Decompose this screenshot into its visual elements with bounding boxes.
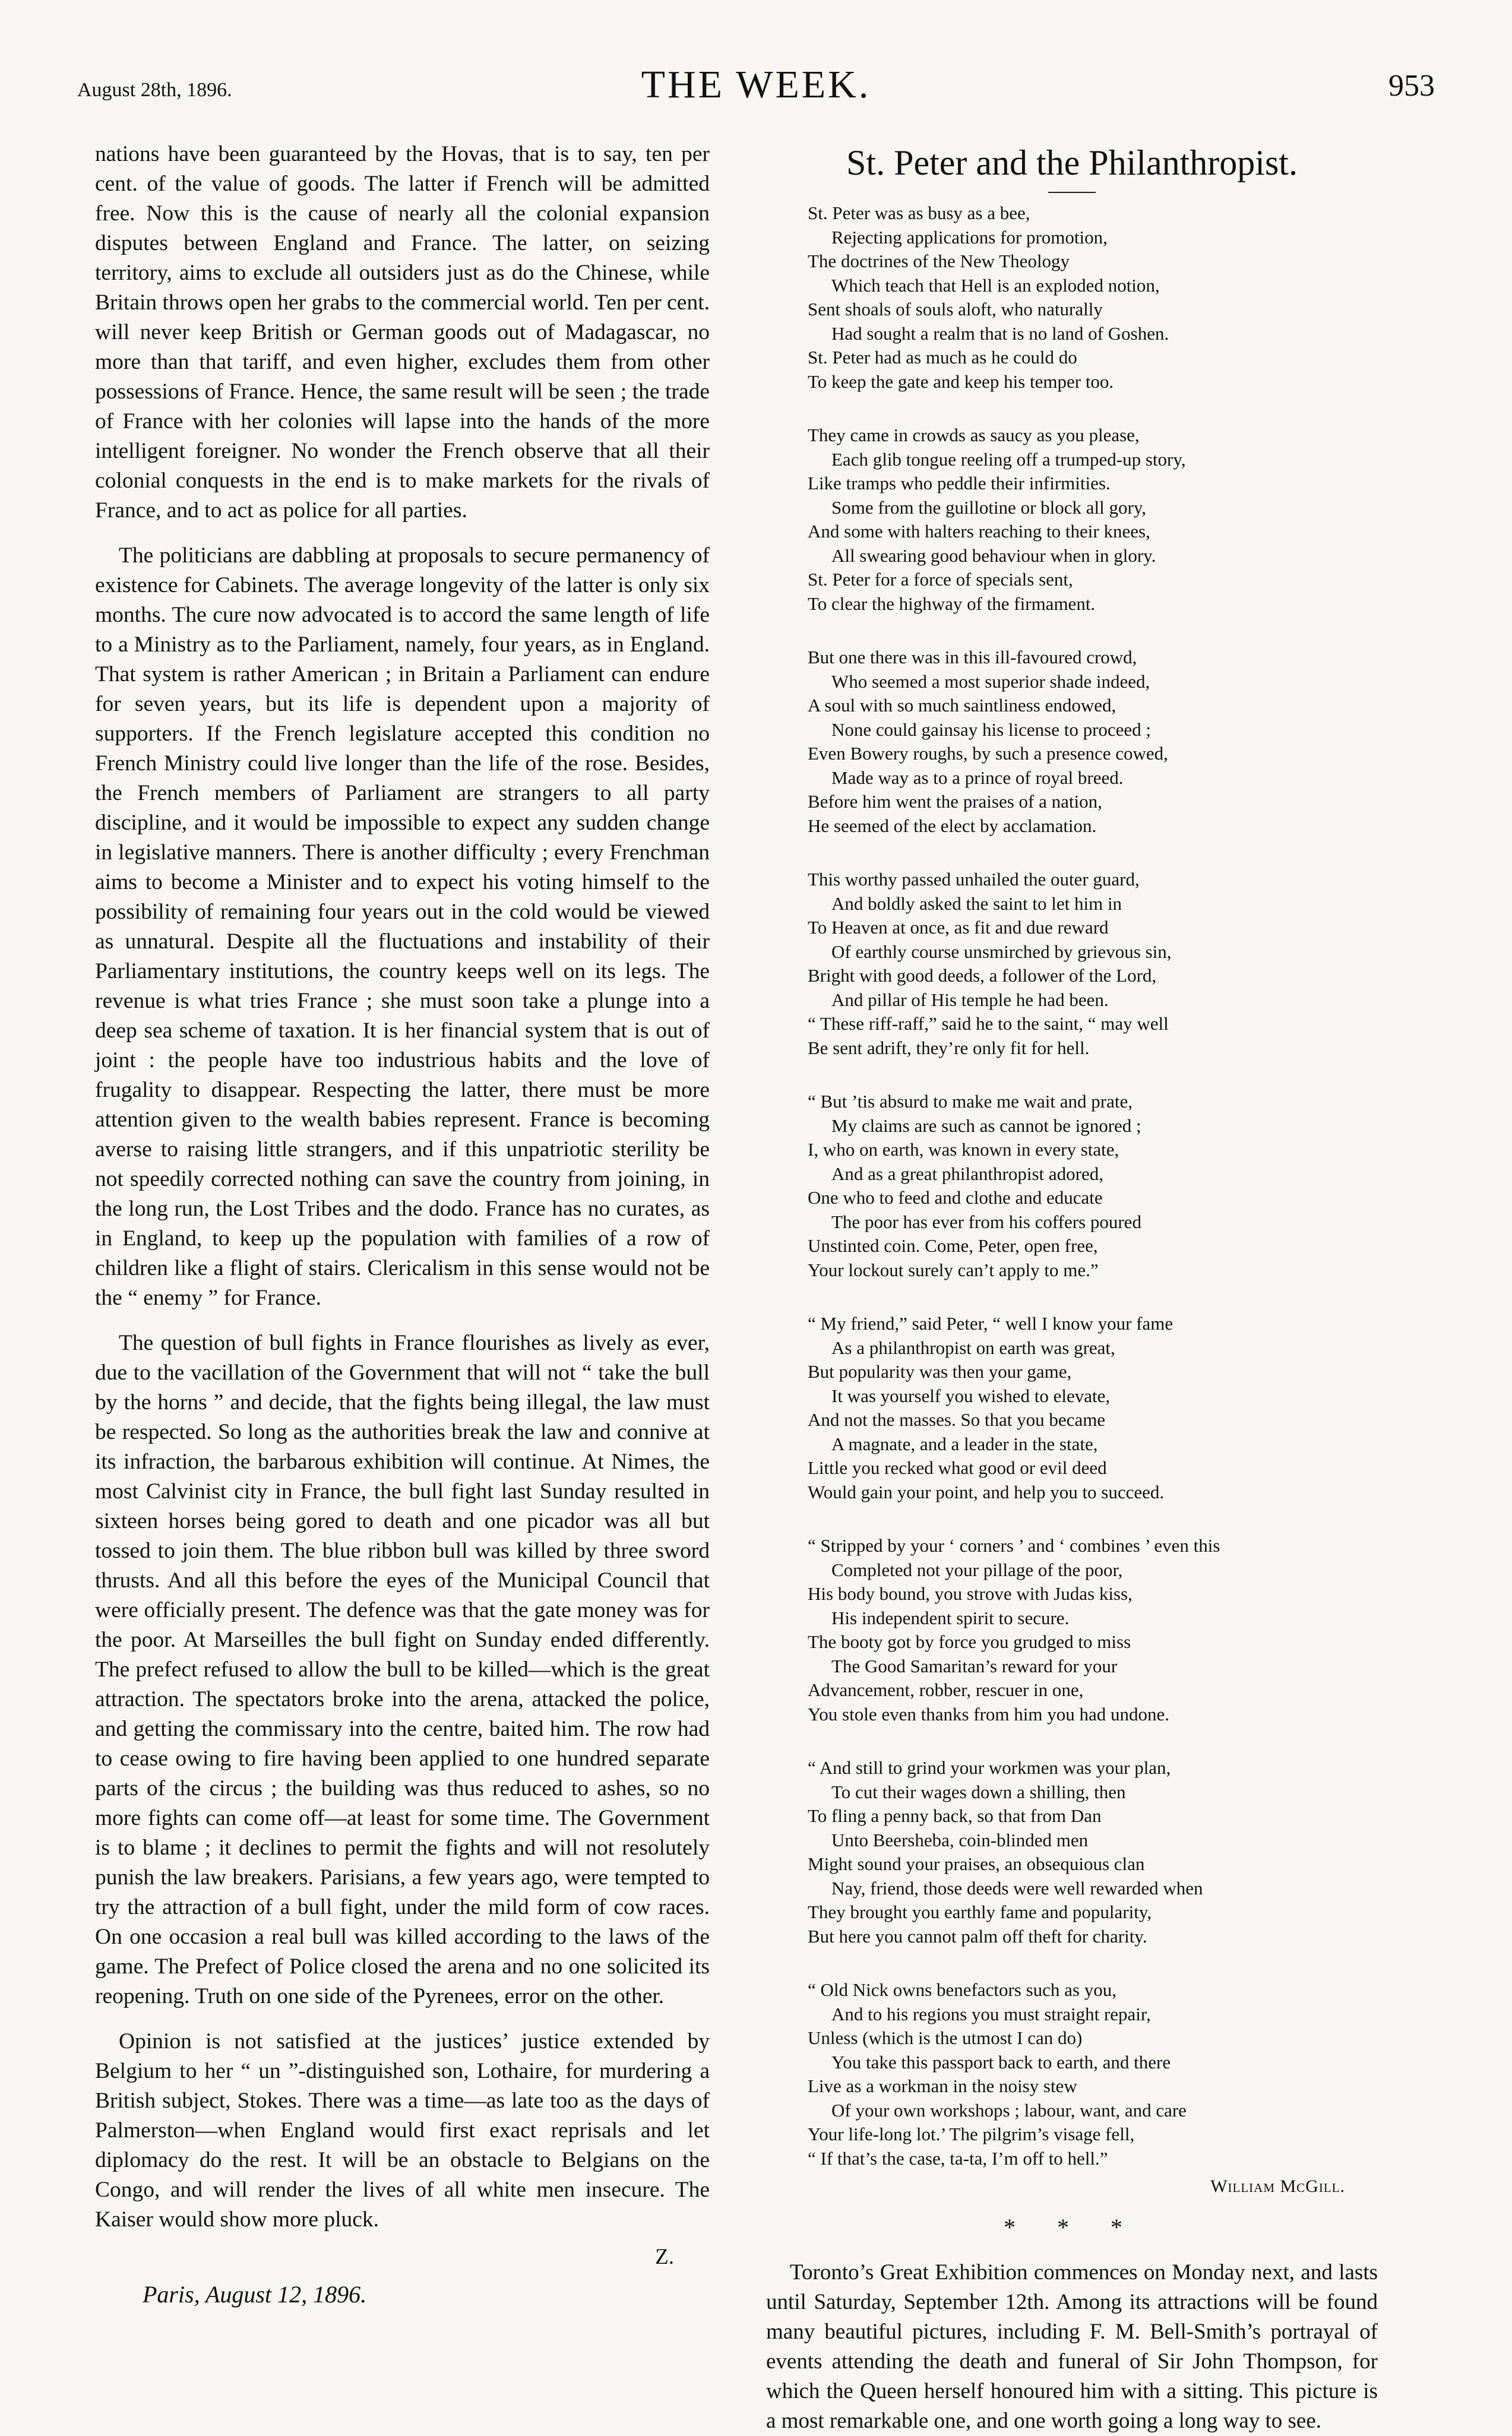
poem-line: Unstinted coin. Come, Peter, open free, (808, 1235, 1098, 1256)
poem-line: His independent spirit to secure. (831, 1607, 1070, 1628)
poem-line: You stole even thanks from him you had undone. (808, 1703, 1170, 1725)
article-signature: Z. (655, 2245, 674, 2269)
poem-line: The Good Samaritan’s reward for your (831, 1655, 1118, 1676)
poem-line: Before him went the praises of a nation, (808, 791, 1102, 812)
page-header (77, 56, 1435, 122)
poem-stanza (808, 1312, 1378, 1504)
masthead-title: THE WEEK. (641, 63, 871, 106)
poem-line: And not the masses. So that you became (808, 1409, 1106, 1430)
poem-line: Made way as to a prince of royal breed. (831, 767, 1124, 788)
poem-line: But popularity was then your game, (808, 1361, 1072, 1382)
article-paragraph: The politicians are dabbling at proposals to secure permanency of existence for Cabinets. The average longevity of the latter is only six months. The cure now advocated is to accord the same length of life to a Ministry as to the Parliament, namely, four years, as in England. That system is rather American ; in Britain a Parliament can endure for seven years, but its life is dependent upon a majority of supporters. If the French legislature accepted this condition no French Ministry could live longer than the life of the rose. Besides, the French members of Parliament are strangers to all party discipline, and it would be impossible to expect any sudden change in legislative manners. There is another difficulty ; every Frenchman aims to become a Minister and to expect his voting himself to the possibility of remaining four years out in the cold would be viewed as unnatural. Despite all the fluctuations and instability of their Parliamentary institutions, the country keeps well on its legs. The revenue is what tries France ; she must soon take a plunge into a deep sea scheme of taxation. It is her financial system that is out of joint : the people have too industrious habits and the love of frugality to disappear. Respecting the latter, there must be more attention given to the wealth babies represent. France is becoming averse to raising little strangers, and if this unpatriotic sterility be not speedily corrected nothing can save the country from joining, in the long run, the Lost Tribes and the dodo. France has no curates, as in England, to keep up the population with families of a row of children like a flight of stairs. Clericalism in this sense would not be the “ enemy ” for France. (95, 543, 710, 1310)
article-paragraph: Opinion is not satisfied at the justices’ justice extended by Belgium to her “ un ”-distinguished son, Lothaire, for murdering a British subject, Stokes. There was a time—as late too as the days of Palmerston—when England would first exact reprisals and let diplomacy do the rest. It will be an obstacle to Belgians on the Congo, and will render the lives of all white men insecure. The Kaiser would show more pluck. (95, 2029, 710, 2232)
poem-line: None could gainsay his license to proceed ; (831, 719, 1152, 740)
poem-line: To keep the gate and keep his temper too. (808, 371, 1114, 392)
page-number: 953 (1388, 69, 1435, 103)
exhibition-notice (766, 2258, 1378, 2436)
article-paragraph: nations have been guaranteed by the Hovas, that is to say, ten per cent. of the value of goods. The latter if French will be admitted free. Now this is the cause of nearly all the colonial expansion disputes between England and France. The latter, on seizing territory, aims to exclude all outsiders just as do the Chinese, while Britain throws open her grabs to the commercial world. Ten per cent. will never keep British or German goods out of Madagascar, no more than that tariff, and even higher, excludes them from other possessions of France. Hence, the same result will be seen ; the trade of France with her colonies will lapse into the hands of the more intelligent foreigner. No wonder the French observe that all their colonial conquests in the end is to make markets for the rivals of France, and to act as police for all parties. (95, 142, 710, 523)
poem-line: It was yourself you wished to elevate, (831, 1385, 1111, 1406)
poem-stanza (808, 1756, 1378, 1948)
poem-line: And some with halters reaching to their knees, (808, 521, 1150, 542)
poem-line: This worthy passed unhailed the outer guard, (808, 869, 1140, 890)
title-rule (1048, 192, 1096, 193)
section-separator: * * * (1004, 2214, 1140, 2241)
poem-line: The booty got by force you grudged to miss (808, 1631, 1131, 1652)
notice-paragraph: Toronto’s Great Exhibition commences on Monday next, and lasts until Saturday, September 12th. Among its attractions will be found many beautiful pictures, including F. M. Bell-Smith’s portrayal of events attending the death and funeral of Sir John Thompson, for which the Queen herself honoured him with a sitting. This picture is a most remarkable one, and one worth going a long way to see. (766, 2260, 1378, 2433)
poem-line: And as a great philanthropist adored, (831, 1163, 1103, 1184)
poem-line: But one there was in this ill-favoured crowd, (808, 647, 1137, 667)
poem-line: Had sought a realm that is no land of Goshen. (831, 322, 1169, 344)
poem-line: They came in crowds as saucy as you please, (808, 425, 1140, 445)
poem-stanza (808, 646, 1378, 838)
poem-line: St. Peter for a force of specials sent, (808, 569, 1073, 590)
poem-stanza (808, 1090, 1378, 1282)
poem-line: The doctrines of the New Theology (808, 251, 1070, 271)
poem-line: “ Old Nick owns benefactors such as you, (808, 1979, 1116, 2000)
poem-stanza (808, 1534, 1378, 1726)
poem-line: “ These riff-raff,” said he to the saint, “ may well (808, 1013, 1169, 1034)
poem-line: The poor has ever from his coffers poured (831, 1211, 1141, 1232)
poem-body (766, 201, 1378, 2171)
poem-line: To clear the highway of the firmament. (808, 593, 1096, 614)
right-column (766, 140, 1378, 2436)
poem-stanza (808, 1978, 1378, 2171)
poem-line: Unless (which is the utmost I can do) (808, 2027, 1083, 2048)
article-dateline: Paris, August 12, 1896. (143, 2281, 367, 2308)
poem-line: To cut their wages down a shilling, then (831, 1781, 1126, 1802)
left-column-article (95, 140, 710, 2308)
poem-line: Would gain your point, and help you to succeed. (808, 1481, 1165, 1502)
poem-line: His body bound, you strove with Judas kiss, (808, 1583, 1133, 1604)
poem-line: “ My friend,” said Peter, “ well I know your fame (808, 1313, 1173, 1334)
poem-line: Your lockout surely can’t apply to me.” (808, 1259, 1099, 1280)
poem-line: And pillar of His temple he had been. (831, 989, 1109, 1010)
poem-line: Your life-long lot.’ The pilgrim’s visage fell, (808, 2124, 1135, 2144)
poem-line: Even Bowery roughs, by such a presence cowed, (808, 743, 1168, 764)
poem-title: St. Peter and the Philanthropist. (846, 143, 1298, 182)
poem-line: Rejecting applications for promotion, (831, 226, 1108, 248)
poem-stanza (808, 201, 1378, 394)
poem-line: My claims are such as cannot be ignored ; (831, 1115, 1141, 1136)
poem-line: Advancement, robber, rescuer in one, (808, 1679, 1084, 1700)
poem-line: Of your own workshops ; labour, want, and care (831, 2099, 1187, 2121)
issue-date: August 28th, 1896. (77, 79, 232, 101)
poem-line: Little you recked what good or evil deed (808, 1457, 1107, 1478)
poem-line: Live as a workman in the noisy stew (808, 2076, 1077, 2096)
poem-line: You take this passport back to earth, and there (831, 2051, 1171, 2073)
poem-line: A soul with so much saintliness endowed, (808, 695, 1116, 716)
poem-line: St. Peter had as much as he could do (808, 347, 1077, 368)
poem-line: Which teach that Hell is an exploded notion, (831, 274, 1160, 296)
poem-line: Bright with good deeds, a follower of the Lord, (808, 965, 1157, 986)
poem-line: Be sent adrift, they’re only fit for hell. (808, 1037, 1090, 1058)
poem-line: As a philanthropist on earth was great, (831, 1337, 1115, 1358)
poem-line: “ And still to grind your workmen was your plan, (808, 1757, 1171, 1778)
poem-line: Sent shoals of souls aloft, who naturally (808, 299, 1103, 319)
poem-line: Nay, friend, those deeds were well rewarded when (831, 1877, 1203, 1899)
poem-stanza (808, 868, 1378, 1060)
poem-line: To Heaven at once, as fit and due reward (808, 917, 1109, 938)
poem-line: Some from the guillotine or block all gory, (831, 496, 1147, 518)
poem-line: Who seemed a most superior shade indeed, (831, 670, 1150, 692)
poem-line: “ Stripped by your ‘ corners ’ and ‘ combines ’ even this (808, 1535, 1220, 1556)
poem-line: “ But ’tis absurd to make me wait and prate, (808, 1091, 1133, 1112)
poem-author: William McGill. (1210, 2176, 1345, 2196)
poem-line: And boldly asked the saint to let him in (831, 893, 1122, 914)
poem-line: To fling a penny back, so that from Dan (808, 1805, 1102, 1826)
poem-line: Each glib tongue reeling off a trumped-up story, (831, 448, 1186, 470)
poem-line: All swearing good behaviour when in glory. (831, 545, 1156, 566)
poem-line: He seemed of the elect by acclamation. (808, 815, 1097, 836)
article-paragraph: The question of bull fights in France flourishes as lively as ever, due to the vacillation of the Government that will not “ take the bull by the horns ” and decide, that the fights being illegal, the law must be respected. So long as the authorities break the law and connive at its infraction, the barbarous exhibition will continue. At Nimes, the most Calvinist city in France, the bull fight last Sunday resulted in sixteen horses being gored to death and one picador was all but tossed to join them. The blue ribbon bull was killed by three sword thrusts. And all this before the eyes of the Municipal Council that were officially present. The defence was that the gate money was for the poor. At Marseilles the bull fight on Sunday ended differently. The prefect refused to allow the bull to be killed—which is the great attraction. The spectators broke into the arena, attacked the police, and getting the commissary into the centre, baited him. The row had to cease owing to fire having been applied to one hundred separate parts of the circus ; the building was thus reduced to ashes, so no more fights can come off—at least for some time. The Government is to blame ; it declines to permit the fights and will not resolutely punish the law breakers. Parisians, a few years ago, were tempted to try the attraction of a bull fight, under the mild form of cow races. On one occasion a real bull was killed according to the laws of the game. The Prefect of Police closed the arena and no one solicited its reopening. Truth on one side of the Pyrenees, error on the other. (95, 1331, 710, 2008)
poem-line: Like tramps who peddle their infirmities. (808, 473, 1111, 493)
poem-line: Completed not your pillage of the poor, (831, 1559, 1123, 1580)
poem-line: “ If that’s the case, ta-ta, I’m off to hell.” (808, 2147, 1108, 2169)
poem-line: They brought you earthly fame and popularity, (808, 1902, 1152, 1922)
poem-line: A magnate, and a leader in the state, (831, 1433, 1098, 1454)
poem-line: Unto Beersheba, coin-blinded men (831, 1829, 1089, 1850)
poem-line: One who to feed and clothe and educate (808, 1187, 1103, 1208)
poem-line: But here you cannot palm off theft for charity. (808, 1925, 1147, 1947)
poem-line: I, who on earth, was known in every state, (808, 1139, 1119, 1160)
poem-line: And to his regions you must straight repair, (831, 2003, 1151, 2024)
poem-stanza (808, 423, 1378, 616)
poem-line: Of earthly course unsmirched by grievous sin, (831, 941, 1172, 962)
poem-line: St. Peter was as busy as a bee, (808, 203, 1030, 223)
poem-line: Might sound your praises, an obsequious clan (808, 1853, 1145, 1874)
